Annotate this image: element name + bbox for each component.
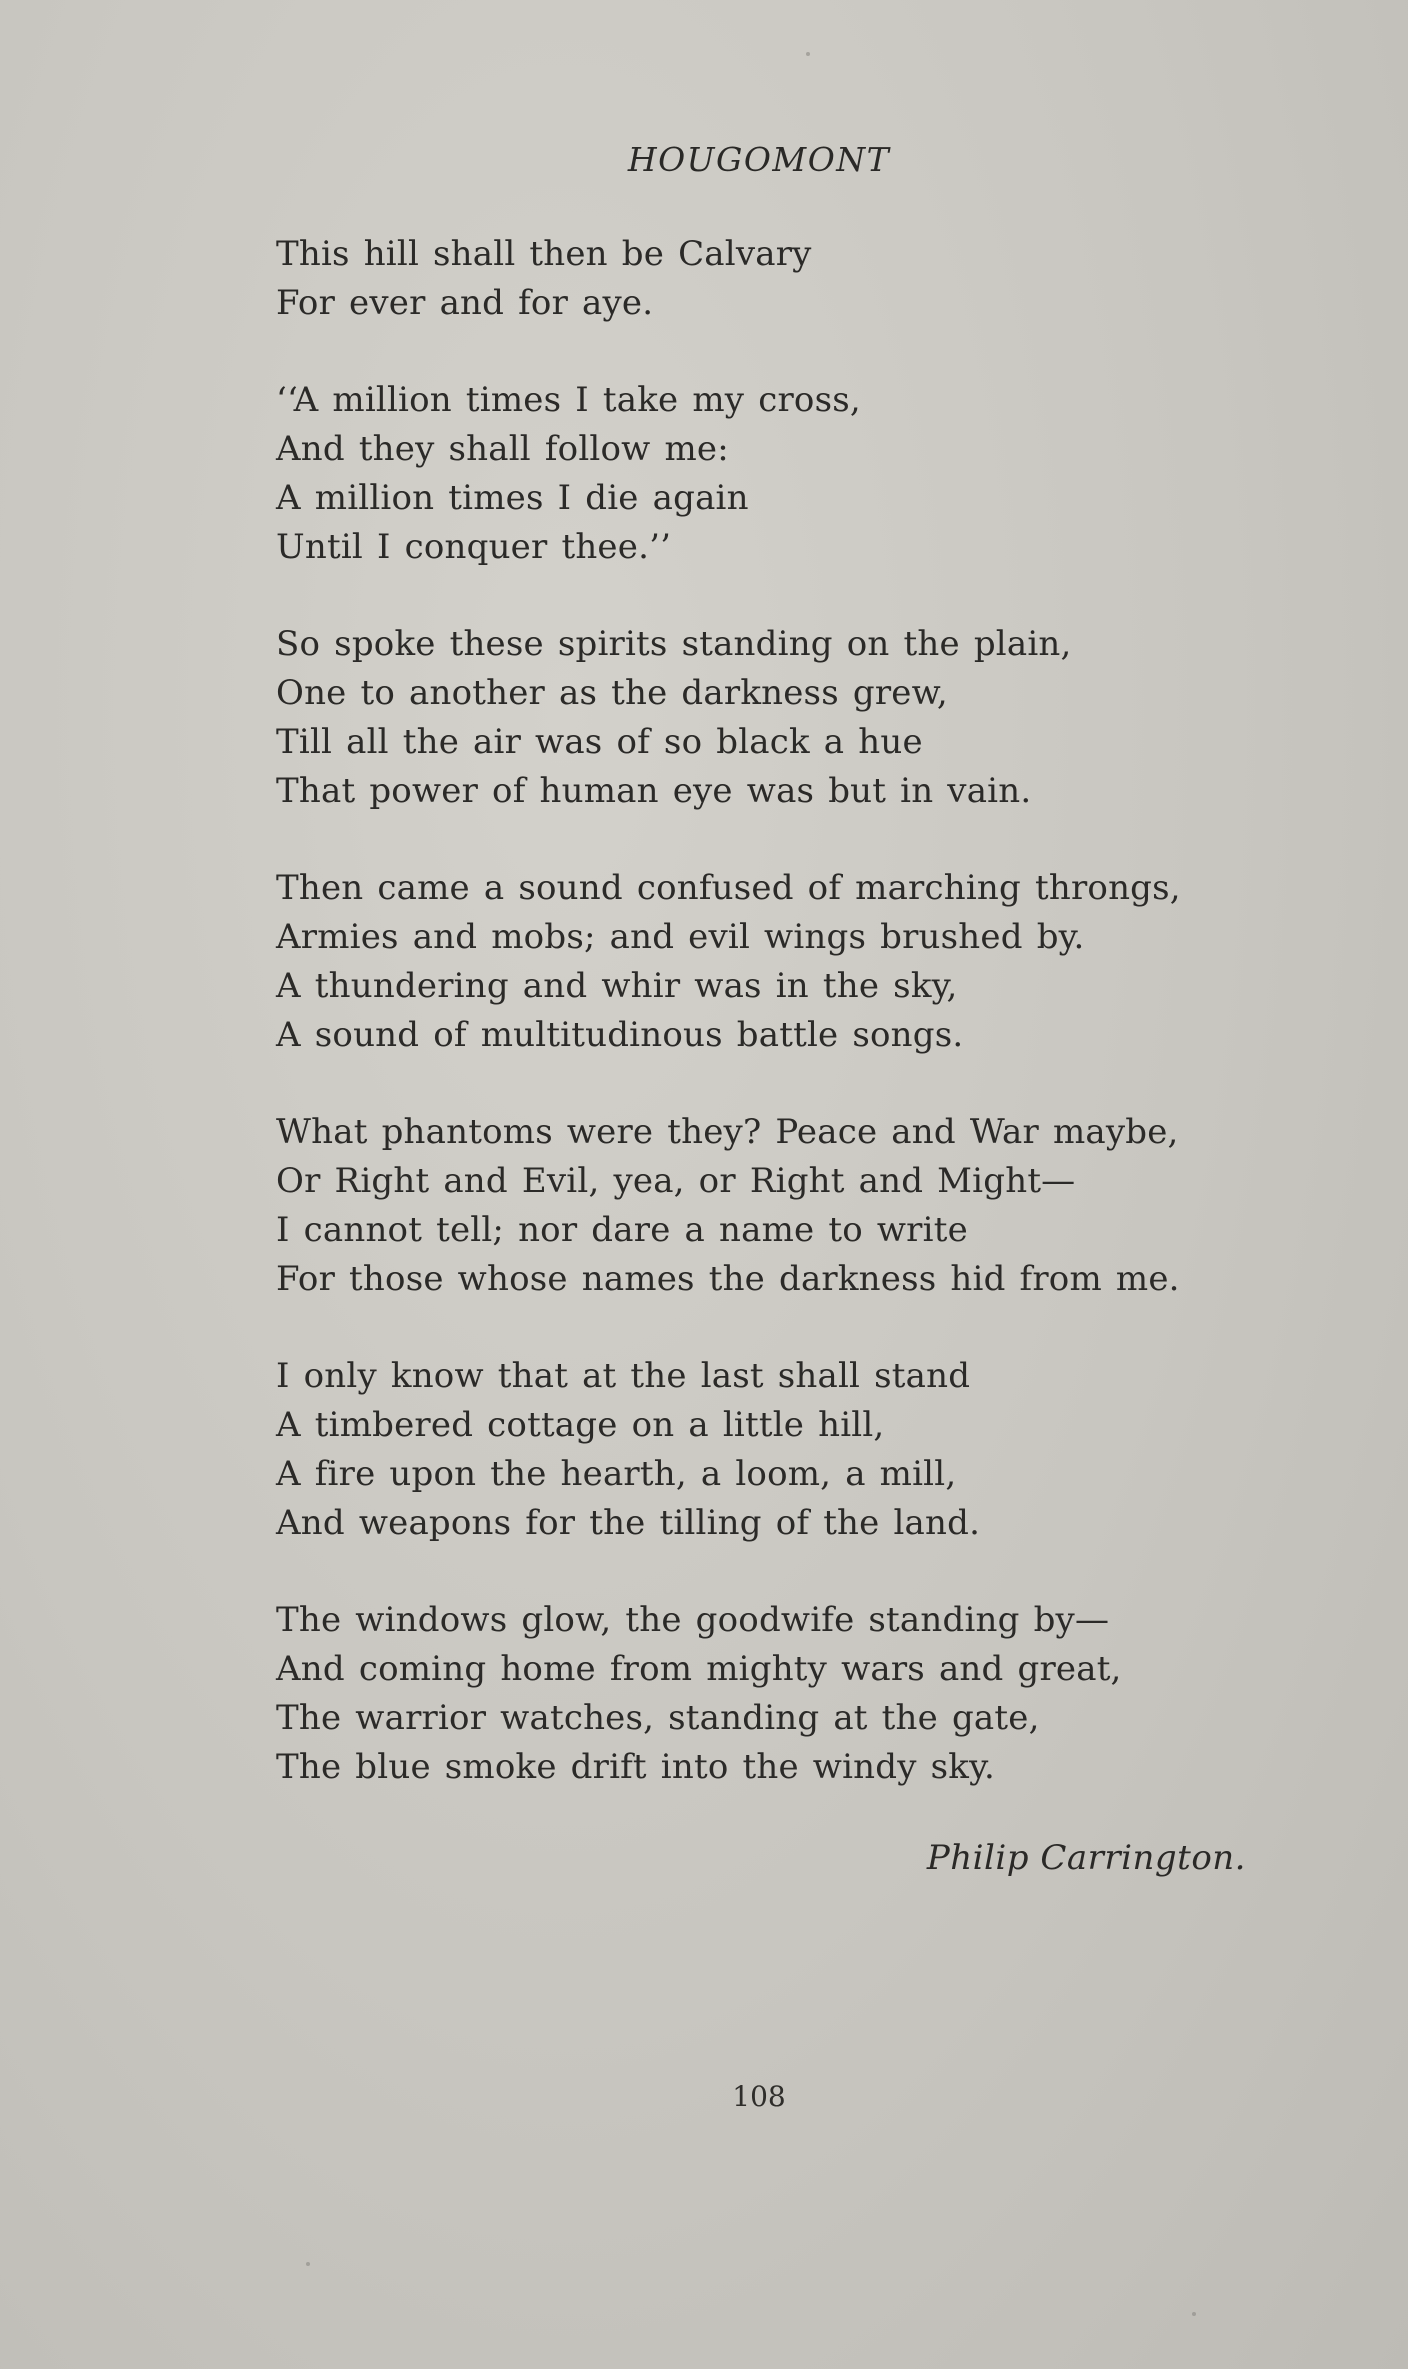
poem-line: And coming home from mighty wars and great,	[276, 1649, 1122, 1689]
poem-line: Armies and mobs; and evil wings brushed by.	[276, 917, 1085, 957]
poem-line: And weapons for the tilling of the land.	[276, 1503, 981, 1543]
poem-line: That power of human eye was but in vain.	[276, 771, 1032, 811]
poem-line: The blue smoke drift into the windy sky.	[276, 1747, 996, 1787]
stanza-1	[276, 230, 1286, 328]
poem-line: This hill shall then be Calvary	[276, 234, 812, 274]
poem-line: The warrior watches, standing at the gate,	[276, 1698, 1040, 1738]
poem-line: A timbered cottage on a little hill,	[276, 1405, 885, 1445]
poem-line: For ever and for aye.	[276, 283, 654, 323]
poem-line: I only know that at the last shall stand	[276, 1356, 971, 1396]
poem-line: So spoke these spirits standing on the plain,	[276, 624, 1072, 664]
paper-speck	[1192, 2312, 1196, 2316]
poem-line: The windows glow, the goodwife standing by—	[276, 1600, 1110, 1640]
poem-line: ‘‘A million times I take my cross,	[276, 380, 861, 420]
poem-body	[276, 230, 1286, 1840]
page-number: 108	[732, 2080, 786, 2113]
stanza-6	[276, 1352, 1286, 1548]
poem-line: A thundering and whir was in the sky,	[276, 966, 958, 1006]
poem-line: Until I conquer thee.’’	[276, 527, 672, 567]
paper-speck	[306, 2262, 310, 2266]
poem-line: A fire upon the hearth, a loom, a mill,	[276, 1454, 957, 1494]
poem-line: Till all the air was of so black a hue	[276, 722, 923, 762]
stanza-4	[276, 864, 1286, 1060]
stanza-2	[276, 376, 1286, 572]
poem-line: Then came a sound confused of marching throngs,	[276, 868, 1181, 908]
poem-line: One to another as the darkness grew,	[276, 673, 948, 713]
stanza-3	[276, 620, 1286, 816]
poem-line: I cannot tell; nor dare a name to write	[276, 1210, 968, 1250]
stanza-7	[276, 1596, 1286, 1792]
poem-line: What phantoms were they? Peace and War maybe,	[276, 1112, 1179, 1152]
poem-line: Or Right and Evil, yea, or Right and Might—	[276, 1161, 1076, 1201]
poem-line: A million times I die again	[276, 478, 749, 518]
poem-title: HOUGOMONT	[627, 140, 891, 179]
stanza-5	[276, 1108, 1286, 1304]
poem-line: For those whose names the darkness hid from me.	[276, 1259, 1180, 1299]
poem-line: A sound of multitudinous battle songs.	[276, 1015, 964, 1055]
paper-speck	[806, 52, 810, 56]
poem-line: And they shall follow me:	[276, 429, 729, 469]
author-signature: Philip Carrington.	[926, 1838, 1246, 1878]
